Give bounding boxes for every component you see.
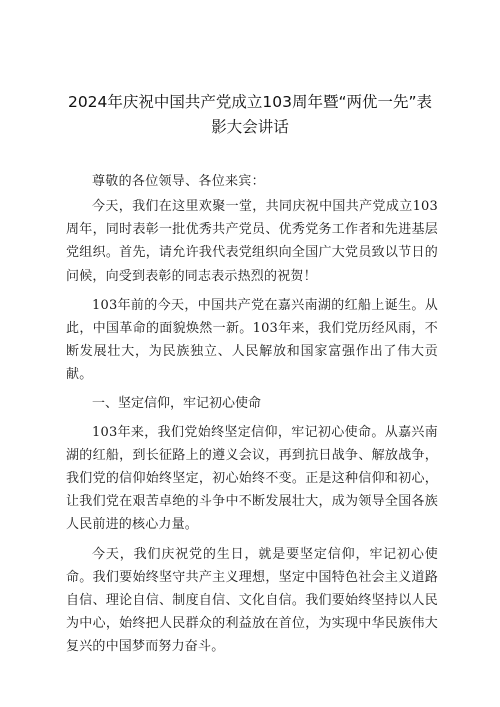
document-title — [60, 90, 440, 140]
title-line-1: 2024年庆祝中国共产党成立103周年暨“两优一先”表 — [67, 93, 433, 111]
title-line-2: 影大会讲话 — [211, 118, 289, 136]
salutation: 尊敬的各位领导、各位来宾： — [92, 174, 265, 189]
paragraph-history: 103年前的今天，中国共产党在嘉兴南湖的红船上诞生。从此，中国革命的面貌焕然一新。103年来，我们党历经风雨，不断发展壮大，为民族独立、人民解放和国家富强作出了伟大贡献。 — [66, 297, 438, 383]
paragraph-opening: 今天，我们在这里欢聚一堂，共同庆祝中国共产党成立103周年，同时表彰一批优秀共产党员、优秀党务工作者和先进基层党组织。首先，请允许我代表党组织向全国广大党员致以节日的问候，向受到表彰的同志表示热烈的祝贺！ — [66, 199, 438, 284]
section-heading-1: 一、坚定信仰，牢记初心使命 — [92, 395, 262, 411]
document-body — [66, 172, 438, 665]
section-1-paragraph-1: 103年来，我们党始终坚定信仰，牢记初心使命。从嘉兴南湖的红船，到长征路上的遵义会议，再到抗日战争、解放战争，我们党的信仰始终坚定，初心始终不变。正是这种信仰和初心，让我们党在艰苦卓绝的斗争中不断发展壮大，成为领导全国各族人民前进的核心力量。 — [66, 424, 438, 533]
section-1-paragraph-2: 今天，我们庆祝党的生日，就是要坚定信仰，牢记初心使命。我们要始终坚守共产主义理想，坚定中国特色社会主义道路自信、理论自信、制度自信、文化自信。我们要始终坚持以人民为中心，始终把人民群众的利益放在首位，为实现中华民族伟大复兴的中国梦而努力奋斗。 — [66, 546, 438, 655]
